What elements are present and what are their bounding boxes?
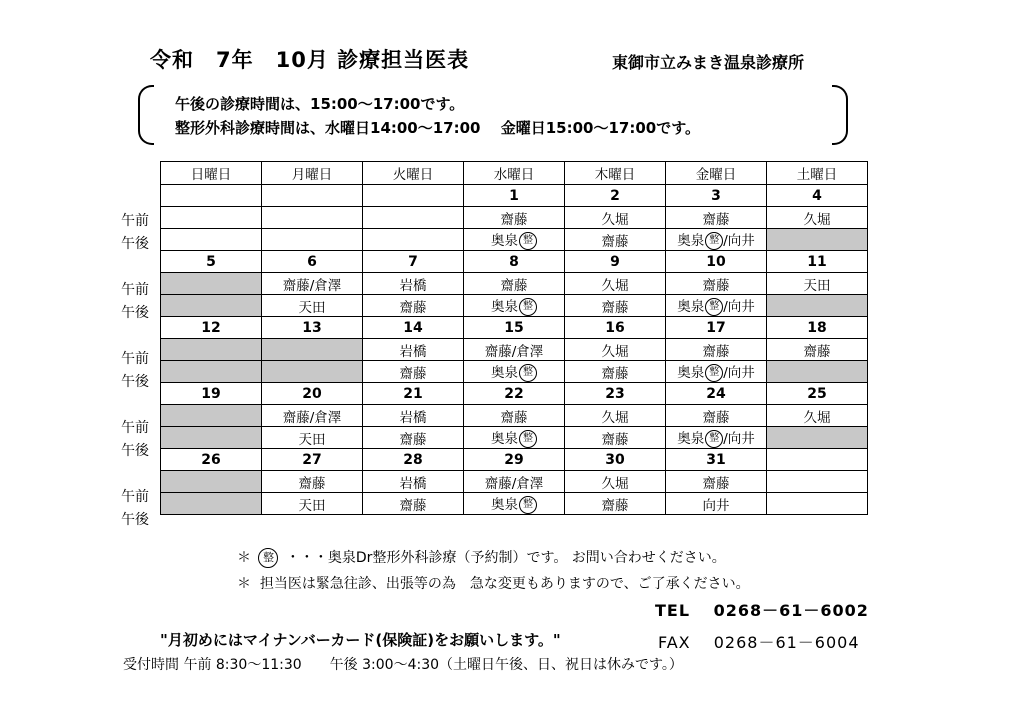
orthopedic-mark-icon: 整: [519, 364, 537, 382]
afternoon-doctor-cell: [363, 295, 464, 317]
doctor-name: 奥泉: [491, 365, 518, 381]
doctor-name: 久堀: [601, 409, 629, 426]
doctor-name: 奥泉: [677, 365, 705, 381]
morning-doctor-cell: [666, 339, 767, 361]
doctor-name: 奥泉: [491, 299, 518, 315]
afternoon-doctor-cell: [767, 361, 868, 383]
doctor-name: 久堀: [803, 211, 831, 228]
morning-doctor-cell: [565, 405, 666, 427]
date-cell: 20: [262, 383, 363, 405]
morning-doctor-cell: [666, 405, 767, 427]
date-cell: 30: [565, 449, 666, 471]
orthopedic-mark-icon: 整: [519, 298, 537, 316]
orthopedic-mark-icon: 整: [705, 232, 723, 250]
date-cell: 17: [666, 317, 767, 339]
morning-doctor-cell: [666, 207, 767, 229]
left-bracket: [138, 85, 154, 145]
footnote-text: 担当医は緊急往診、出張等の為 急な変更もありますので、ご了承ください。: [259, 576, 750, 592]
morning-doctor-cell: [767, 471, 868, 493]
morning-doctor-cell: [565, 207, 666, 229]
morning-doctor-cell: [464, 339, 565, 361]
afternoon-doctor-cell: [767, 493, 868, 515]
morning-doctor-cell: [262, 471, 363, 493]
afternoon-label: 午後: [121, 236, 149, 252]
afternoon-doctor-cell: [464, 493, 565, 515]
afternoon-doctor-cell: [262, 361, 363, 383]
doctor-name: 奥泉: [491, 497, 518, 513]
doctor-name: 久堀: [601, 277, 629, 294]
doctor-name: 齋藤: [399, 299, 427, 316]
weekday-header: 日曜日: [161, 162, 262, 185]
morning-doctor-cell: [464, 405, 565, 427]
doctor-name: 久堀: [601, 475, 629, 492]
date-cell: 28: [363, 449, 464, 471]
date-cell: 9: [565, 251, 666, 273]
doctor-name: 齋藤: [500, 277, 528, 294]
doctor-name: 齋藤: [399, 497, 427, 514]
date-cell: 11: [767, 251, 868, 273]
doctor-name: 齋藤: [399, 431, 427, 448]
morning-doctor-cell: [363, 207, 464, 229]
orthopedic-mark-icon: 整: [519, 430, 537, 448]
date-cell: 29: [464, 449, 565, 471]
afternoon-doctor-cell: [161, 295, 262, 317]
morning-row: [161, 405, 868, 427]
doctor-name: 齋藤: [803, 343, 831, 360]
doctor-name: 天田: [298, 299, 326, 316]
afternoon-doctor-cell: [565, 493, 666, 515]
doctor-name: 奥泉: [491, 233, 518, 249]
doctor-name: 岩橋: [399, 277, 427, 294]
date-cell: 1: [464, 185, 565, 207]
morning-doctor-cell: [464, 273, 565, 295]
doctor-name: 齋藤: [702, 343, 730, 360]
date-cell: [363, 185, 464, 207]
morning-doctor-cell: [262, 207, 363, 229]
insurance-card-request: "月初めにはマイナンバーカード(保険証)をお願いします。": [160, 631, 561, 649]
afternoon-doctor-cell: [161, 229, 262, 251]
doctor-name: 齋藤: [601, 233, 629, 250]
afternoon-doctor-cell: [262, 427, 363, 449]
morning-doctor-cell: [262, 273, 363, 295]
page-title: 令和 7年 10月 診療担当医表: [150, 48, 470, 72]
weekday-header: 火曜日: [363, 162, 464, 185]
morning-doctor-cell: [464, 471, 565, 493]
date-cell: 12: [161, 317, 262, 339]
afternoon-doctor-cell: [161, 427, 262, 449]
morning-doctor-cell: [262, 405, 363, 427]
doctor-name: 齋藤/倉澤: [282, 277, 342, 294]
doctor-name: 齋藤: [500, 211, 528, 228]
afternoon-doctor-cell: [464, 361, 565, 383]
date-cell: 26: [161, 449, 262, 471]
weekday-header: 木曜日: [565, 162, 666, 185]
doctor-name: 齋藤: [601, 497, 629, 514]
morning-label: 午前: [121, 213, 149, 229]
afternoon-doctor-cell: [666, 361, 767, 383]
afternoon-label: 午後: [121, 305, 149, 321]
afternoon-doctor-cell: [464, 427, 565, 449]
date-cell: 3: [666, 185, 767, 207]
date-row: [161, 185, 868, 207]
doctor-name: 齋藤/倉澤: [282, 409, 342, 426]
date-cell: 6: [262, 251, 363, 273]
date-row: [161, 317, 868, 339]
afternoon-doctor-cell: [363, 493, 464, 515]
doctor-name: 齋藤: [702, 409, 730, 426]
afternoon-label: 午後: [121, 374, 149, 390]
doctor-name: 岩橋: [399, 343, 427, 360]
afternoon-doctor-cell: [767, 427, 868, 449]
weekday-header-row: [161, 162, 868, 185]
date-cell: 21: [363, 383, 464, 405]
morning-doctor-cell: [767, 273, 868, 295]
date-cell: [262, 185, 363, 207]
afternoon-row: [161, 361, 868, 383]
orthopedic-mark-icon: 整: [705, 298, 723, 316]
doctor-name-suffix: /向井: [723, 365, 755, 381]
doctor-name-suffix: /向井: [723, 233, 755, 249]
afternoon-doctor-cell: [666, 427, 767, 449]
morning-doctor-cell: [363, 471, 464, 493]
date-cell: 18: [767, 317, 868, 339]
doctor-name: 奥泉: [677, 233, 705, 249]
morning-doctor-cell: [161, 273, 262, 295]
morning-label: 午前: [121, 420, 149, 436]
doctor-name: 天田: [803, 277, 831, 294]
date-row: [161, 251, 868, 273]
afternoon-doctor-cell: [363, 229, 464, 251]
reception-hours: 受付時間 午前 8:30～11:30 午後 3:00～4:30（土曜日午後、日、祝日は休みです。）: [123, 657, 683, 673]
morning-doctor-cell: [767, 207, 868, 229]
footnote-text: ・・・奥泉Dr整形外科診療（予約制）です。 お問い合わせください。: [285, 550, 726, 566]
doctor-name: 齋藤: [601, 365, 629, 382]
footnote-star: ＊: [237, 550, 251, 566]
orthopedic-mark-icon: 整: [519, 232, 537, 250]
morning-row: [161, 207, 868, 229]
doctor-name: 岩橋: [399, 475, 427, 492]
date-cell: 10: [666, 251, 767, 273]
morning-doctor-cell: [363, 273, 464, 295]
afternoon-label: 午後: [121, 443, 149, 459]
doctor-name: 天田: [298, 431, 326, 448]
doctor-name: 齋藤: [399, 365, 427, 382]
orthopedic-mark-icon: 整: [258, 548, 278, 568]
afternoon-doctor-cell: [464, 229, 565, 251]
doctor-name: 齋藤: [601, 431, 629, 448]
morning-doctor-cell: [363, 405, 464, 427]
date-cell: 25: [767, 383, 868, 405]
weekday-header: 月曜日: [262, 162, 363, 185]
footnote-orthopedic: [237, 547, 726, 568]
date-cell: 4: [767, 185, 868, 207]
afternoon-doctor-cell: [666, 493, 767, 515]
footnote-change-notice: [237, 573, 750, 593]
orthopedic-mark-icon: 整: [705, 430, 723, 448]
doctor-name: 齋藤: [500, 409, 528, 426]
morning-row: [161, 339, 868, 361]
date-cell: 2: [565, 185, 666, 207]
doctor-name-suffix: /向井: [723, 299, 755, 315]
fax-number: FAX 0268－61－6004: [658, 633, 860, 652]
orthopedic-mark-icon: 整: [705, 364, 723, 382]
date-cell: 14: [363, 317, 464, 339]
morning-doctor-cell: [464, 207, 565, 229]
doctor-name: 齋藤: [702, 475, 730, 492]
weekday-header: 水曜日: [464, 162, 565, 185]
afternoon-doctor-cell: [666, 229, 767, 251]
doctor-name: 岩橋: [399, 409, 427, 426]
doctor-name: 齋藤: [702, 211, 730, 228]
doctor-name-suffix: /向井: [723, 431, 755, 447]
date-cell: 8: [464, 251, 565, 273]
date-cell: 19: [161, 383, 262, 405]
doctor-name: 久堀: [803, 409, 831, 426]
afternoon-doctor-cell: [565, 229, 666, 251]
morning-doctor-cell: [161, 471, 262, 493]
date-cell: 15: [464, 317, 565, 339]
afternoon-doctor-cell: [666, 295, 767, 317]
morning-doctor-cell: [767, 405, 868, 427]
doctor-name: 齋藤/倉澤: [484, 343, 544, 360]
date-cell: 22: [464, 383, 565, 405]
morning-doctor-cell: [161, 339, 262, 361]
date-row: [161, 449, 868, 471]
afternoon-doctor-cell: [161, 493, 262, 515]
date-cell: 24: [666, 383, 767, 405]
afternoon-row: [161, 295, 868, 317]
morning-doctor-cell: [161, 207, 262, 229]
morning-doctor-cell: [161, 405, 262, 427]
date-cell: 7: [363, 251, 464, 273]
date-cell: [767, 449, 868, 471]
afternoon-doctor-cell: [262, 493, 363, 515]
doctor-name: 齋藤: [601, 299, 629, 316]
morning-doctor-cell: [262, 339, 363, 361]
date-cell: 27: [262, 449, 363, 471]
date-cell: 31: [666, 449, 767, 471]
date-cell: [161, 185, 262, 207]
morning-doctor-cell: [565, 339, 666, 361]
afternoon-doctor-cell: [363, 361, 464, 383]
afternoon-row: [161, 229, 868, 251]
doctor-name: 齋藤/倉澤: [484, 475, 544, 492]
doctor-name: 天田: [298, 497, 326, 514]
clinic-name: 東御市立みまき温泉診療所: [612, 53, 805, 72]
afternoon-doctor-cell: [363, 427, 464, 449]
morning-doctor-cell: [363, 339, 464, 361]
morning-doctor-cell: [666, 273, 767, 295]
schedule-body: [161, 185, 868, 515]
morning-row: [161, 471, 868, 493]
afternoon-label: 午後: [121, 512, 149, 528]
date-row: [161, 383, 868, 405]
schedule-table: [160, 161, 868, 515]
right-bracket: [832, 85, 848, 145]
afternoon-doctor-cell: [262, 229, 363, 251]
afternoon-doctor-cell: [565, 427, 666, 449]
doctor-name: 向井: [702, 497, 730, 514]
morning-doctor-cell: [565, 273, 666, 295]
afternoon-doctor-cell: [262, 295, 363, 317]
morning-doctor-cell: [666, 471, 767, 493]
morning-row: [161, 273, 868, 295]
afternoon-doctor-cell: [565, 361, 666, 383]
afternoon-hours-note: 午後の診療時間は、15:00～17:00です。: [175, 95, 465, 113]
morning-doctor-cell: [767, 339, 868, 361]
afternoon-row: [161, 493, 868, 515]
morning-label: 午前: [121, 351, 149, 367]
weekday-header: 土曜日: [767, 162, 868, 185]
doctor-name: 奥泉: [677, 431, 705, 447]
morning-label: 午前: [121, 282, 149, 298]
afternoon-doctor-cell: [767, 295, 868, 317]
afternoon-doctor-cell: [161, 361, 262, 383]
doctor-name: 奥泉: [677, 299, 705, 315]
date-cell: 13: [262, 317, 363, 339]
orthopedic-mark-icon: 整: [519, 496, 537, 514]
morning-label: 午前: [121, 489, 149, 505]
tel-number: TEL 0268－61－6002: [655, 601, 869, 620]
doctor-name: 久堀: [601, 343, 629, 360]
doctor-name: 齋藤: [298, 475, 326, 492]
doctor-name: 久堀: [601, 211, 629, 228]
weekday-header: 金曜日: [666, 162, 767, 185]
afternoon-doctor-cell: [464, 295, 565, 317]
afternoon-doctor-cell: [565, 295, 666, 317]
orthopedic-hours-note: 整形外科診療時間は、水曜日14:00～17:00 金曜日15:00～17:00です。: [175, 119, 701, 137]
doctor-name: 奥泉: [491, 431, 518, 447]
date-cell: 23: [565, 383, 666, 405]
date-cell: 16: [565, 317, 666, 339]
afternoon-doctor-cell: [767, 229, 868, 251]
doctor-name: 齋藤: [702, 277, 730, 294]
afternoon-row: [161, 427, 868, 449]
footnote-star: ＊: [237, 576, 251, 592]
date-cell: 5: [161, 251, 262, 273]
morning-doctor-cell: [565, 471, 666, 493]
